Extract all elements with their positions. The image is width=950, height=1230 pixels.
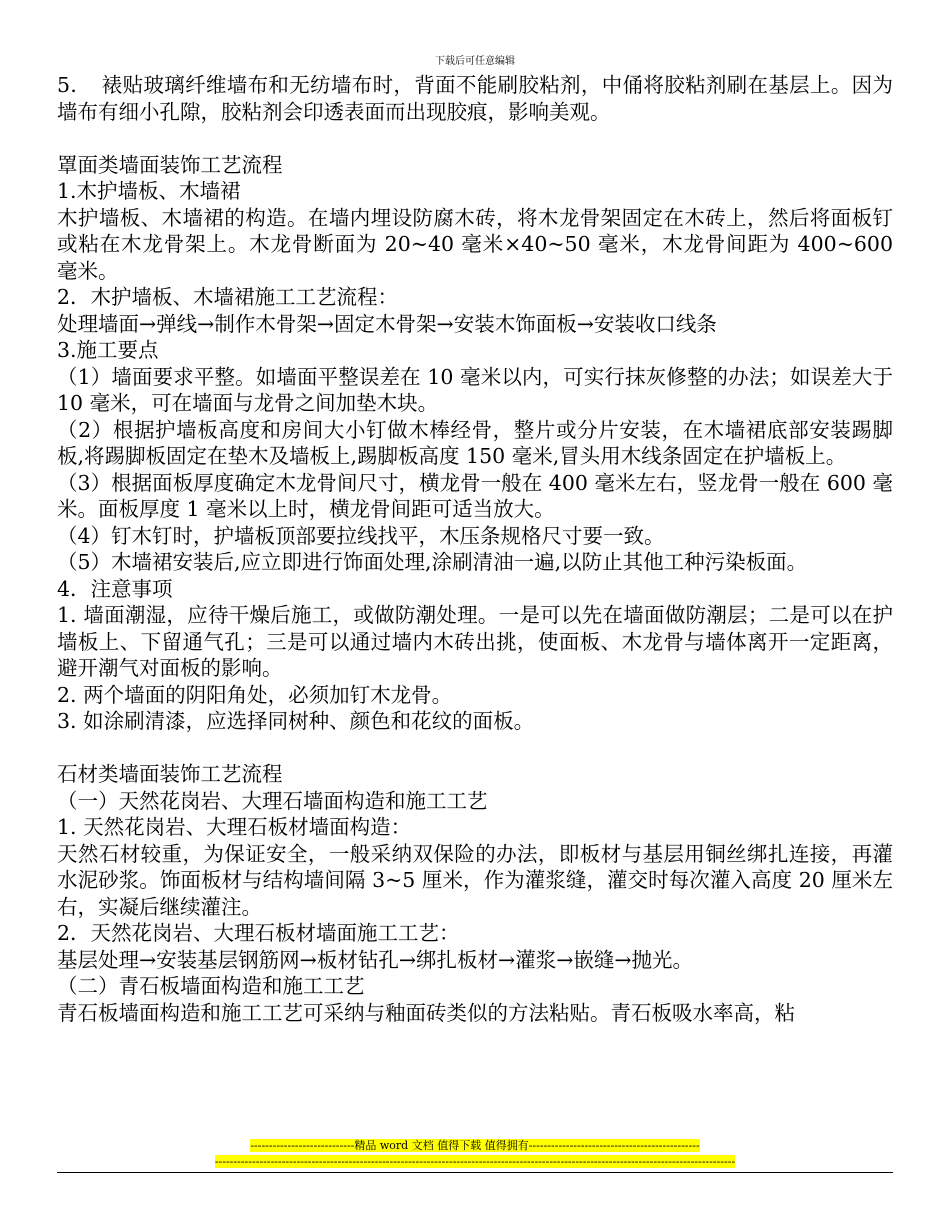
subheading: （一）天然花岗岩、大理石墙面构造和施工工艺 xyxy=(57,788,488,813)
list-item: （5）木墙裙安装后,应立即进行饰面处理,涂刷清油一遍,以防止其他工种污染板面。 xyxy=(57,550,808,574)
subheading: 1. 天然花岗岩、大理石板材墙面构造： xyxy=(57,815,412,839)
paragraph: 5． 裱贴玻璃纤维墙布和无纺墙布时，背面不能刷胶粘剂，中俑将胶粘剂刷在基层上。因为墙布有细小孔隙，胶粘剂会印透表面而出现胶痕，影响美观。 xyxy=(57,73,893,124)
paragraph: 青石板墙面构造和施工工艺可采纳与釉面砖类似的方法粘贴。青石板吸水率高，粘 xyxy=(57,1000,795,1025)
subheading: （二）青石板墙面构造和施工工艺 xyxy=(57,974,365,998)
subheading: 1.木护墙板、木墙裙 xyxy=(57,179,241,203)
list-item: 2. 两个墙面的阴阳角处，必须加钉木龙骨。 xyxy=(57,682,453,707)
section-heading: 罩面类墙面装饰工艺流程 xyxy=(57,152,283,177)
process-flow: 处理墙面→弹线→制作木骨架→固定木骨架→安装木饰面板→安装收口线条 xyxy=(57,311,717,336)
paragraph: 木护墙板、木墙裙的构造。在墙内埋设防腐木砖，将木龙骨架固定在木砖上，然后将面板钉或粘在木龙骨架上。木龙骨断面为 20~40 毫米×40~50 毫米，木龙骨间距为 400~600 毫米。 xyxy=(57,205,893,283)
blank-line xyxy=(57,125,893,152)
subheading: 2．木护墙板、木墙裙施工工艺流程： xyxy=(57,285,399,309)
footer-divider xyxy=(57,1172,893,1173)
list-item: （2）根据护墙板高度和房间大小钉做木棒经骨，整片或分片安装，在木墙裙底部安装踢脚板,将踢脚板固定在垫木及墙板上,踢脚板高度 150 毫米,冒头用木线条固定在护墙板上。 xyxy=(57,417,893,468)
section-heading: 石材类墙面装饰工艺流程 xyxy=(57,762,283,786)
document-body xyxy=(57,72,893,1026)
footer-banner-text: ----------------------------精品 word 文档 值得下载 值得拥有---------------------------------------------- xyxy=(250,1139,700,1152)
list-item: 3. 如涂刷清漆，应选择同树种、颜色和花纹的面板。 xyxy=(57,709,535,733)
footer-dashes-text: -------------------------------------------------------------------------------------------------------------------------------------------- xyxy=(214,1155,736,1168)
list-item: （1）墙面要求平整。如墙面平整误差在 10 毫米以内，可实行抹灰修整的办法；如误差大于 10 毫米，可在墙面与龙骨之间加垫木块。 xyxy=(57,364,893,415)
paragraph: 天然石材较重，为保证安全，一般采纳双保险的办法，即板材与基层用铜丝绑扎连接，再灌水泥砂浆。饰面板材与结构墙间隔 3~5 厘米，作为灌浆缝，灌交时每次灌入高度 20 厘米左右，实凝后继续灌注。 xyxy=(57,841,893,919)
list-item: 1. 墙面潮湿，应待干燥后施工，或做防潮处理。一是可以先在墙面做防潮层；二是可以在护墙板上、下留通气孔；三是可以通过墙内木砖出挑，使面板、木龙骨与墙体离开一定距离，避开潮气对面板的影响。 xyxy=(57,603,893,680)
process-flow: 基层处理→安装基层钢筋网→板材钻孔→绑扎板材→灌浆→嵌缝→抛光。 xyxy=(57,947,694,972)
header-note: 下载后可任意编辑 xyxy=(435,56,515,67)
footer-banner xyxy=(0,1138,950,1153)
list-item: （3）根据面板厚度确定木龙骨间尺寸，横龙骨一般在 400 毫米左右，竖龙骨一般在 600 毫米。面板厚度 1 毫米以上时，横龙骨间距可适当放大。 xyxy=(57,470,893,521)
footer-banner-dashes xyxy=(0,1154,950,1169)
list-item: （4）钉木钉时，护墙板顶部要拉线找平，木压条规格尺寸要一致。 xyxy=(57,523,665,548)
blank-line xyxy=(57,735,893,762)
subheading: 3.施工要点 xyxy=(57,338,159,362)
subheading: 2．天然花岗岩、大理石板材墙面施工工艺： xyxy=(57,921,460,945)
subheading: 4．注意事项 xyxy=(57,576,173,601)
